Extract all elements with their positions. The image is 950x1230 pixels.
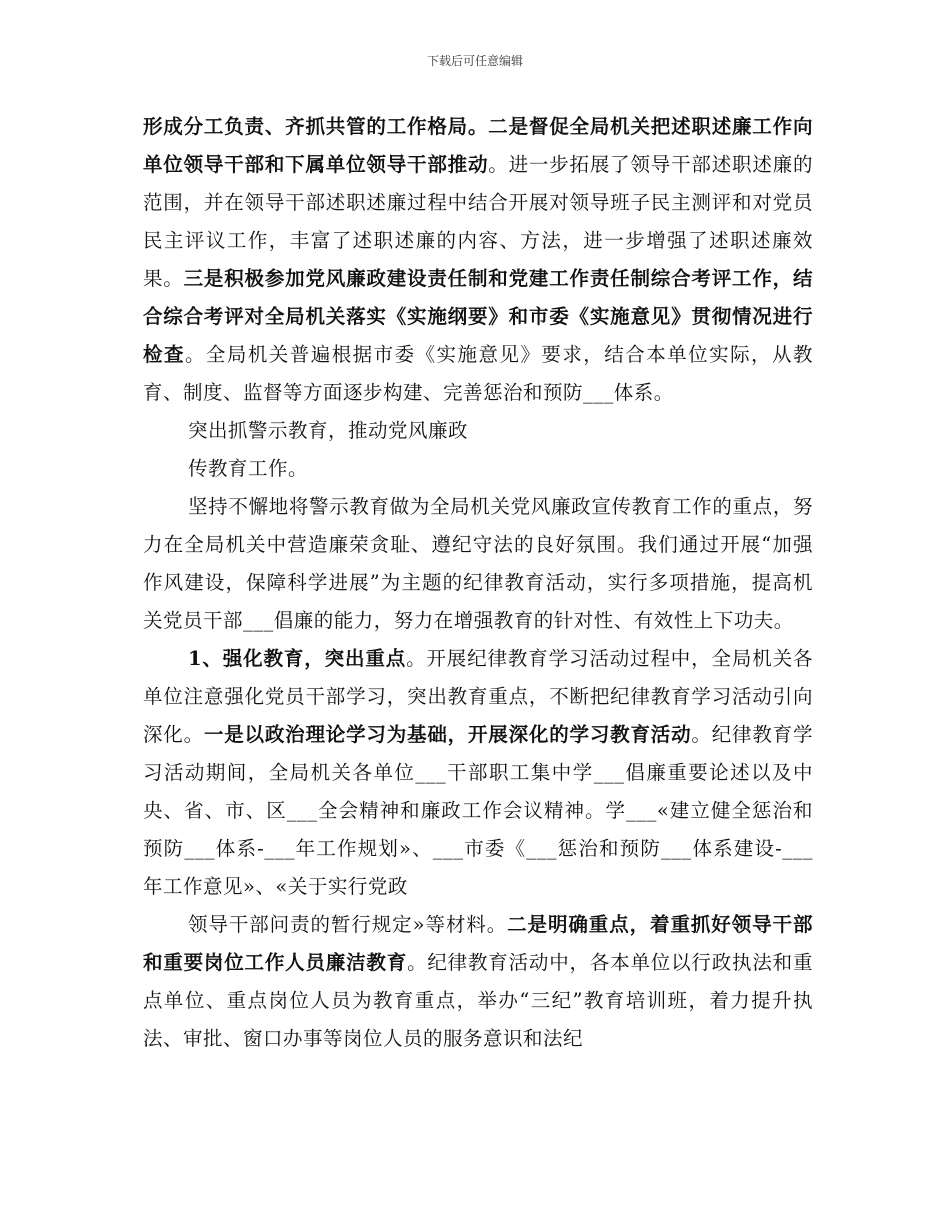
paragraph (143, 108, 813, 412)
bold-text: 形成分工负责、齐抓共管的工作格局。二是督促全局机关把述职述廉工作向单位领导干部和下属单位领导干部推动 (143, 115, 813, 176)
body-text: 。开展纪律教育学习活动过程中，全局机关各单位注意强化党员干部学习，突出教育重点，不断把纪律教育学习活动引向深化。 (143, 647, 813, 746)
paragraph (143, 488, 813, 640)
section-heading-line-2 (143, 450, 813, 488)
paragraph (143, 640, 813, 906)
bold-text: 1、强化教育，突出重点 (188, 647, 407, 670)
bold-text: 二是明确重点，着重抓好领导干部和重要岗位工作人员廉洁教育 (143, 913, 813, 974)
bold-text: 一是以政治理论学习为基础，开展深化的学习教育活动 (203, 723, 692, 746)
body-text: 。纪律教育学习活动期间，全局机关各单位___干部职工集中学___倡廉重要论述以及中央、省、市、区___全会精神和廉政工作会议精神。学___«建立健全惩治和预防___体系-___年工作规划»、___市委《___惩治和预防___体系建设-___年工作意见»、«关于实行党政 (143, 723, 813, 898)
body-text: 领导干部问责的暂行规定»等材料。 (188, 913, 508, 936)
section-heading-line-1 (143, 412, 813, 450)
body-text: 。纪律教育活动中，各本单位以行政执法和重点单位、重点岗位人员为教育重点，举办“三纪”教育培训班，着力提升执法、审批、窗口办事等岗位人员的服务意识和法纪 (143, 951, 813, 1050)
paragraph (143, 906, 813, 1058)
body-text: 。全局机关普遍根据市委《实施意见》要求，结合本单位实际，从教育、制度、监督等方面逐步构建、完善惩治和预防___体系。 (143, 343, 813, 404)
body-text: 坚持不懈地将警示教育做为全局机关党风廉政宣传教育工作的重点，努力在全局机关中营造廉荣贪耻、遵纪守法的良好氛围。我们通过开展“加强作风建设，保障科学进展”为主题的纪律教育活动，实行多项措施，提高机关党员干部___倡廉的能力，努力在增强教育的针对性、有效性上下功夫。 (143, 495, 813, 632)
page-header: 下载后可任意编辑 (426, 54, 523, 68)
bold-text: 三是积极参加党风廉政建设责任制和党建工作责任制综合考评工作，结合综合考评对全局机关落实《实施纲要》和市委《实施意见》贯彻情况进行检查 (143, 267, 813, 366)
section-heading-text: 传教育工作。 (188, 457, 309, 480)
document-body (143, 108, 813, 1058)
section-heading-text: 突出抓警示教育，推动党风廉政 (188, 419, 469, 442)
body-text: 。进一步拓展了领导干部述职述廉的范围，并在领导干部述职述廉过程中结合开展对领导班子民主测评和对党员民主评议工作，丰富了述职述廉的内容、方法，进一步增强了述职述廉效果。 (143, 153, 813, 290)
